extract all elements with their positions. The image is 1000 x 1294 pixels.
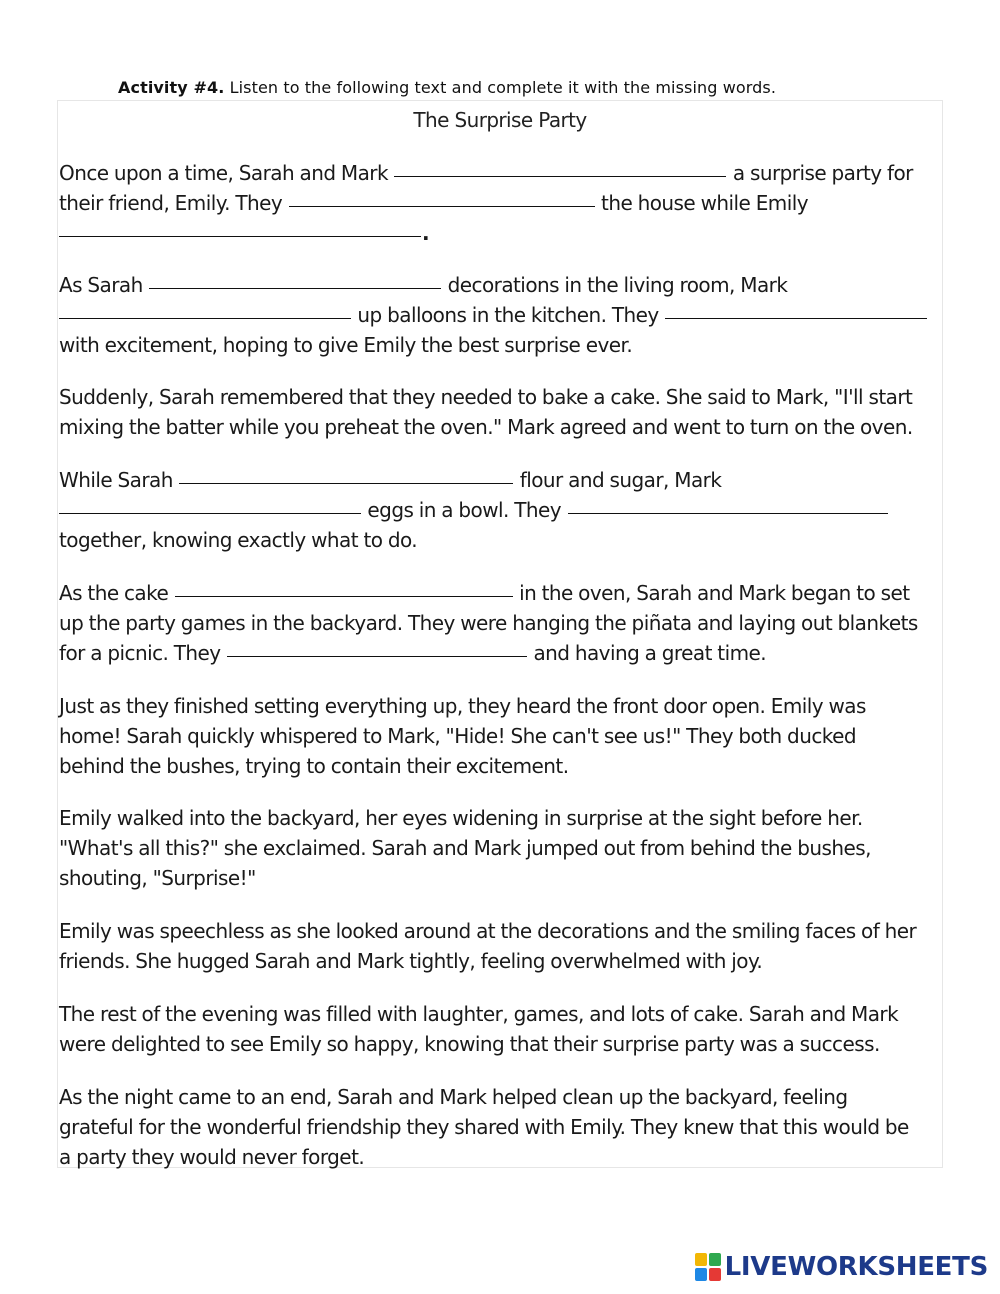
text-line: home! Sarah quickly whispered to Mark, "Hide! She can't see us!" They both ducked xyxy=(59,723,856,748)
paragraph-9 xyxy=(59,1000,943,1060)
paragraph-5 xyxy=(59,579,943,668)
blank-6[interactable] xyxy=(665,318,927,319)
text-line: a party they would never forget. xyxy=(59,1144,365,1169)
paragraph-1 xyxy=(59,159,943,248)
text-segment: . xyxy=(422,220,430,245)
paragraph-3 xyxy=(59,383,943,443)
logo-text: LIVEWORKSHEETS xyxy=(724,1252,988,1282)
blank-1[interactable] xyxy=(394,176,726,177)
liveworksheets-logo[interactable] xyxy=(695,1251,988,1283)
text-line: "What's all this?" she exclaimed. Sarah and Mark jumped out from behind the bushes, xyxy=(59,835,871,860)
logo-block-icon xyxy=(695,1253,707,1266)
blank-9[interactable] xyxy=(568,513,888,514)
text-segment: for a picnic. They xyxy=(59,640,221,665)
blank-2[interactable] xyxy=(289,206,595,207)
blank-3[interactable] xyxy=(59,236,421,237)
blank-8[interactable] xyxy=(59,513,361,514)
activity-label: Activity #4. xyxy=(118,78,225,97)
paragraph-10 xyxy=(59,1083,943,1172)
text-segment: and having a great time. xyxy=(533,640,767,665)
text-segment: in the oven, Sarah and Mark began to set xyxy=(519,581,910,605)
paragraph-8 xyxy=(59,917,943,977)
text-line: As the night came to an end, Sarah and Mark helped clean up the backyard, feeling xyxy=(59,1085,848,1109)
paragraph-2 xyxy=(59,271,943,360)
text-line: were delighted to see Emily so happy, knowing that their surprise party was a success. xyxy=(59,1031,880,1056)
text-segment: While Sarah xyxy=(59,468,173,492)
text-segment: the house while Emily xyxy=(601,190,809,215)
blank-10[interactable] xyxy=(175,596,513,597)
paragraph-6 xyxy=(59,692,943,781)
text-segment: Once upon a time, Sarah and Mark xyxy=(59,161,388,185)
text-line: behind the bushes, trying to contain their excitement. xyxy=(59,753,569,778)
logo-block-icon xyxy=(695,1268,707,1281)
logo-block-icon xyxy=(709,1253,721,1266)
blank-7[interactable] xyxy=(179,483,513,484)
text-line: up the party games in the backyard. They were hanging the piñata and laying out blankets xyxy=(59,610,918,635)
text-segment: As the cake xyxy=(59,581,169,605)
text-segment: their friend, Emily. They xyxy=(59,190,283,215)
text-segment: a surprise party for xyxy=(732,161,913,185)
text-segment: eggs in a bowl. They xyxy=(367,497,562,522)
text-line: shouting, "Surprise!" xyxy=(59,865,256,890)
paragraph-7 xyxy=(59,804,943,893)
text-segment: up balloons in the kitchen. They xyxy=(357,302,659,327)
paragraph-4 xyxy=(59,466,943,555)
activity-text: Listen to the following text and complete it with the missing words. xyxy=(224,78,777,97)
activity-instruction xyxy=(118,76,938,100)
text-segment: flour and sugar, Mark xyxy=(519,468,722,492)
text-line: The rest of the evening was filled with laughter, games, and lots of cake. Sarah and Mark xyxy=(59,1002,899,1026)
logo-block-icon xyxy=(709,1268,721,1281)
text-line: Just as they finished setting everything up, they heard the front door open. Emily was xyxy=(59,694,866,718)
text-line: grateful for the wonderful friendship they shared with Emily. They knew that this would be xyxy=(59,1114,909,1139)
text-line: Suddenly, Sarah remembered that they needed to bake a cake. She said to Mark, "I'll start xyxy=(59,385,913,409)
text-line: friends. She hugged Sarah and Mark tightly, feeling overwhelmed with joy. xyxy=(59,948,763,973)
text-segment: together, knowing exactly what to do. xyxy=(59,527,418,552)
text-segment: with excitement, hoping to give Emily the best surprise ever. xyxy=(59,332,633,357)
blank-5[interactable] xyxy=(59,318,351,319)
blank-4[interactable] xyxy=(149,288,441,289)
text-line: Emily walked into the backyard, her eyes widening in surprise at the sight before her. xyxy=(59,806,863,830)
text-line: Emily was speechless as she looked around at the decorations and the smiling faces of her xyxy=(59,919,917,943)
logo-blocks-icon xyxy=(695,1253,721,1281)
text-segment: decorations in the living room, Mark xyxy=(447,273,788,297)
text-segment: As Sarah xyxy=(59,273,143,297)
story-title: The Surprise Party xyxy=(413,108,587,132)
blank-11[interactable] xyxy=(227,656,527,657)
text-line: mixing the batter while you preheat the oven." Mark agreed and went to turn on the oven. xyxy=(59,414,913,439)
